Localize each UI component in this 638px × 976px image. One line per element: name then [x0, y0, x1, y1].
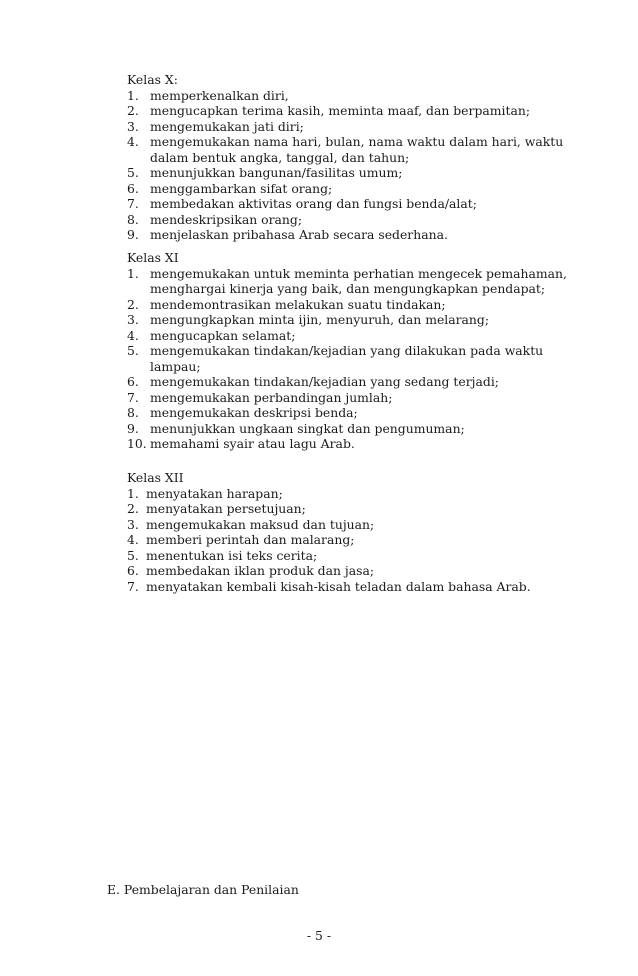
- item-list: [127, 88, 597, 243]
- section-heading: Kelas X:: [127, 72, 178, 87]
- list-item: [127, 501, 597, 517]
- list-item: [127, 548, 597, 564]
- item-text-continuation: dalam bentuk angka, tanggal, dan tahun;: [150, 149, 410, 165]
- item-text: mengemukakan nama hari, bulan, nama waktu dalam hari, waktu: [150, 134, 564, 149]
- item-text: mengemukakan deskripsi benda;: [150, 405, 358, 420]
- list-item: [127, 532, 597, 548]
- item-text: mengemukakan jati diri;: [150, 118, 304, 134]
- list-item: [127, 212, 597, 228]
- item-text: mengemukakan perbandingan jumlah;: [150, 389, 393, 405]
- item-text: mendemontrasikan melakukan suatu tindakan;: [150, 296, 446, 312]
- item-text: menyatakan harapan;: [146, 485, 283, 501]
- section-heading: Kelas XII: [127, 470, 184, 485]
- list-item: [127, 563, 597, 579]
- item-number: 9.: [127, 227, 139, 242]
- section-kelas-x: [127, 72, 597, 243]
- list-item: [127, 390, 597, 406]
- item-text: mengemukakan tindakan/kejadian yang sedang terjadi;: [150, 374, 499, 389]
- item-number: 1.: [127, 265, 139, 281]
- item-text: mengemukakan tindakan/kejadian yang dilakukan pada waktu: [150, 343, 544, 358]
- section-heading: Kelas XI: [127, 250, 179, 265]
- list-item: [127, 227, 597, 243]
- item-text: menggambarkan sifat orang;: [150, 180, 333, 196]
- item-number: 1.: [127, 485, 139, 501]
- list-item: [127, 119, 597, 135]
- list-item: [127, 181, 597, 197]
- item-number: 4.: [127, 134, 139, 149]
- item-text-continuation: menghargai kinerja yang baik, dan mengungkapkan pendapat;: [150, 281, 546, 296]
- item-text: memahami syair atau lagu Arab.: [150, 436, 355, 451]
- item-number: 4.: [127, 532, 139, 547]
- item-number: 7.: [127, 196, 139, 211]
- list-item: [127, 517, 597, 533]
- item-number: 2.: [127, 296, 139, 312]
- item-text: menunjukkan bangunan/fasilitas umum;: [150, 165, 403, 180]
- item-text: menyatakan kembali kisah-kisah teladan dalam bahasa Arab.: [146, 578, 531, 594]
- page-number: - 5 -: [306, 928, 332, 943]
- list-item: [127, 486, 597, 502]
- item-number: 3.: [127, 312, 139, 327]
- list-item: [127, 328, 597, 344]
- section-kelas-xii: [127, 470, 597, 594]
- item-text-continuation: lampau;: [150, 358, 201, 374]
- item-number: 6.: [127, 374, 139, 389]
- item-text: mengungkapkan minta ijin, menyuruh, dan melarang;: [150, 312, 490, 327]
- item-number: 7.: [127, 578, 139, 594]
- item-number: 2.: [127, 103, 139, 118]
- item-number: 5.: [127, 343, 139, 358]
- item-text: membedakan iklan produk dan jasa;: [146, 563, 375, 578]
- section-kelas-xi: [127, 250, 597, 452]
- item-list: [127, 266, 597, 452]
- item-number: 7.: [127, 389, 139, 405]
- list-item: [127, 297, 597, 313]
- item-number: 4.: [127, 327, 139, 343]
- item-number: 6.: [127, 180, 139, 196]
- list-item: [127, 421, 597, 437]
- item-number: 3.: [127, 516, 139, 532]
- item-text: menyatakan persetujuan;: [146, 501, 306, 516]
- item-text: mengemukakan maksud dan tujuan;: [146, 516, 375, 532]
- item-text: membedakan aktivitas orang dan fungsi benda/alat;: [150, 196, 477, 211]
- item-number: 6.: [127, 563, 139, 578]
- item-number: 10.: [127, 436, 147, 451]
- item-number: 1.: [127, 87, 139, 103]
- item-text: menentukan isi teks cerita;: [146, 547, 318, 563]
- item-list: [127, 486, 597, 595]
- item-number: 5.: [127, 165, 139, 180]
- list-item: [127, 374, 597, 390]
- item-text: memperkenalkan diri,: [150, 87, 289, 103]
- list-item: [127, 405, 597, 421]
- item-text: menjelaskan pribahasa Arab secara sederhana.: [150, 227, 448, 242]
- item-number: 5.: [127, 547, 139, 563]
- item-text: mendeskripsikan orang;: [150, 211, 303, 227]
- item-number: 8.: [127, 211, 139, 227]
- item-text: menunjukkan ungkaan singkat dan pengumuman;: [150, 420, 465, 436]
- list-item: [127, 266, 597, 297]
- item-text: mengemukakan untuk meminta perhatian mengecek pemahaman,: [150, 265, 567, 281]
- list-item: [127, 88, 597, 104]
- item-text: mengucapkan terima kasih, meminta maaf, dan berpamitan;: [150, 103, 530, 118]
- list-item: [127, 103, 597, 119]
- list-item: [127, 196, 597, 212]
- list-item: [127, 134, 597, 165]
- list-item: [127, 312, 597, 328]
- item-number: 2.: [127, 501, 139, 516]
- item-number: 9.: [127, 420, 139, 436]
- list-item: [127, 579, 597, 595]
- item-text: memberi perintah dan malarang;: [146, 532, 355, 547]
- section-e-heading: E. Pembelajaran dan Penilaian: [107, 882, 299, 897]
- item-text: mengucapkan selamat;: [150, 327, 296, 343]
- list-item: [127, 343, 597, 374]
- item-number: 3.: [127, 118, 139, 134]
- list-item: [127, 436, 597, 452]
- list-item: [127, 165, 597, 181]
- item-number: 8.: [127, 405, 139, 420]
